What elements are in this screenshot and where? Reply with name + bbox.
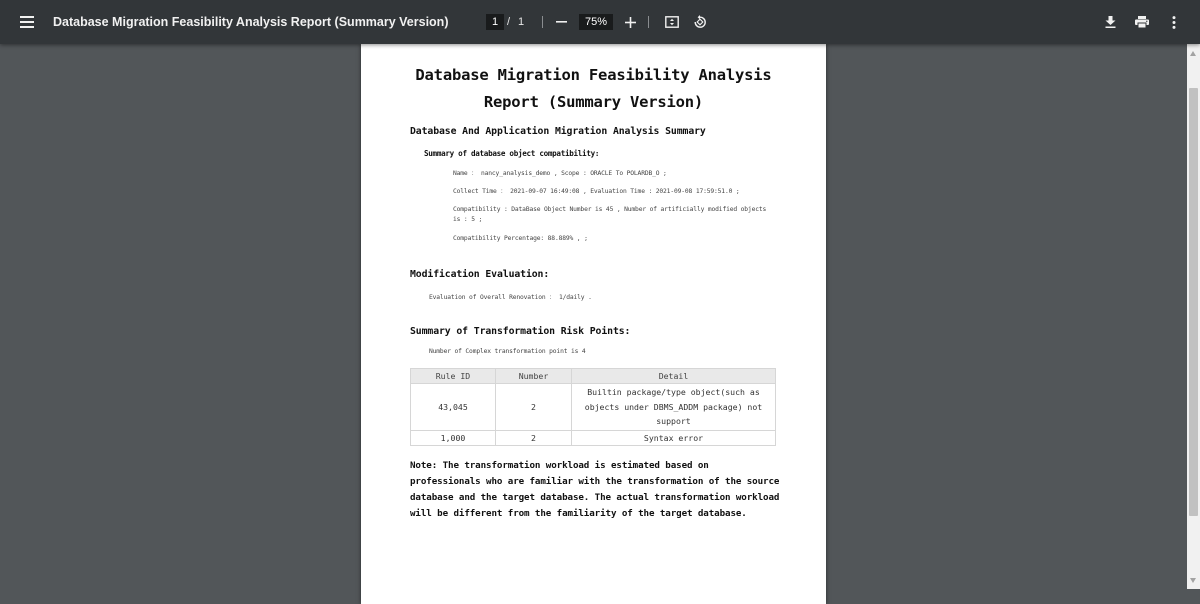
page-separator: / [507, 16, 511, 28]
section-heading-modification-evaluation: Modification Evaluation: [410, 269, 550, 280]
pdf-page [361, 44, 826, 604]
section-heading-risk-points: Summary of Transformation Risk Points: [410, 326, 631, 337]
fit-to-page-button[interactable] [662, 12, 682, 32]
zoom-out-button[interactable] [551, 12, 571, 32]
page-number-input[interactable]: 1 [486, 14, 504, 30]
compatibility-percentage-line: Compatibility Percentage: 88.889% , ; [453, 235, 588, 242]
print-button[interactable] [1132, 12, 1152, 32]
column-header-detail: Detail [572, 369, 776, 384]
report-title [361, 62, 826, 116]
cell-number: 2 [496, 430, 572, 445]
print-icon [1135, 16, 1149, 28]
fit-to-page-icon [665, 16, 679, 28]
zoom-in-button[interactable] [620, 12, 640, 32]
page-total: 1 [518, 16, 525, 28]
section-heading-migration-summary: Database And Application Migration Analysis Summary [410, 126, 706, 137]
name-scope-line: Name ： nancy_analysis_demo , Scope : ORACLE To POLARDB_O ; [453, 170, 667, 177]
risk-points-table [410, 368, 776, 446]
download-icon [1105, 16, 1116, 28]
report-title-line-2: Report (Summary Version) [483, 93, 704, 111]
compatibility-line: Compatibility : DataBase Object Number is 45 , Number of artificially modified objects is : 5 ; [453, 206, 767, 223]
cell-rule-id: 1,000 [411, 430, 496, 445]
scroll-down-arrow-icon[interactable] [1190, 578, 1196, 583]
table-row [411, 384, 776, 431]
cell-detail: Syntax error [572, 430, 776, 445]
cell-detail: Builtin package/type object(such as objects under DBMS_ADDM package) not support [572, 384, 776, 431]
table-row [411, 430, 776, 445]
minus-icon [556, 21, 567, 23]
rotate-button[interactable] [690, 12, 710, 32]
rotate-icon [693, 15, 707, 29]
download-button[interactable] [1100, 12, 1120, 32]
overall-renovation-line: Evaluation of Overall Renovation ： 1/daily . [429, 294, 592, 301]
toolbar-divider [648, 16, 649, 28]
zoom-input[interactable]: 75% [579, 14, 613, 30]
report-title-line-1: Database Migration Feasibility Analysis [415, 66, 772, 84]
document-title: Database Migration Feasibility Analysis Report (Summary Version) [53, 15, 449, 29]
plus-icon [625, 17, 636, 28]
scrollbar-thumb[interactable] [1189, 88, 1198, 516]
table-header-row [411, 369, 776, 384]
column-header-rule-id: Rule ID [411, 369, 496, 384]
scroll-up-arrow-icon[interactable] [1190, 51, 1196, 56]
subheading-object-compatibility: Summary of database object compatibility: [424, 149, 600, 158]
more-vertical-icon [1172, 16, 1176, 29]
workload-note: Note: The transformation workload is estimated based on professionals who are familiar with the transformation of the source database and the target database. The actual transformation workload will be different from the familiarity of the target database. [410, 460, 780, 519]
toolbar-divider [542, 16, 543, 28]
menu-button[interactable] [12, 7, 42, 37]
column-header-number: Number [496, 369, 572, 384]
cell-number: 2 [496, 384, 572, 431]
more-actions-button[interactable] [1164, 12, 1184, 32]
time-line: Collect Time ： 2021-09-07 16:49:08 , Evaluation Time : 2021-09-08 17:59:51.0 ; [453, 188, 740, 195]
pdf-toolbar [0, 0, 1200, 44]
cell-rule-id: 43,045 [411, 384, 496, 431]
complex-points-line: Number of Complex transformation point is 4 [429, 348, 586, 355]
menu-icon [20, 16, 34, 28]
